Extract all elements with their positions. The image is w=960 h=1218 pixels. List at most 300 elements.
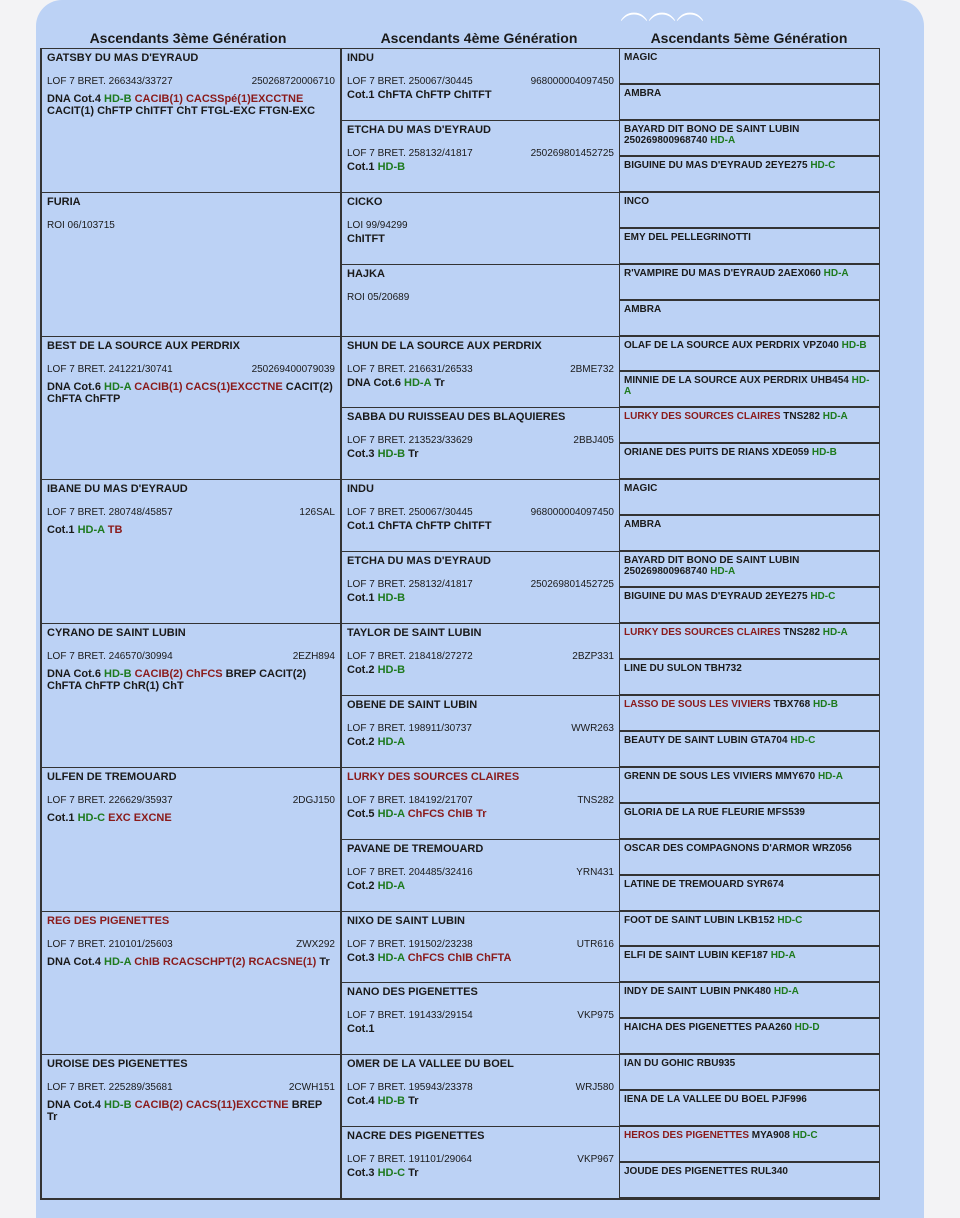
registration-number: LOF 7 BRET. 216631/26533 xyxy=(347,363,473,375)
dog-name: BIGUINE DU MAS D'EYRAUD xyxy=(624,159,763,171)
hip-dysplasia: HD-B xyxy=(377,448,409,461)
gen5-cell xyxy=(620,1163,880,1199)
qualifications xyxy=(347,520,614,532)
titles-excctne: EXCCTNE xyxy=(250,93,304,105)
titles-excctne: EXCCTNE xyxy=(236,1099,292,1112)
hip-dysplasia: HD-B xyxy=(104,93,135,105)
qualifications xyxy=(47,812,335,824)
registration-number: LOF 7 BRET. 191502/23238 xyxy=(347,938,473,950)
identification: YRN431 xyxy=(576,866,614,878)
gen5-cell xyxy=(620,157,880,193)
registration-number: LOF 7 BRET. 198911/30737 xyxy=(347,722,472,734)
identification: PAA260 xyxy=(751,1022,795,1034)
gen5-cell xyxy=(620,193,880,229)
identification: PJF996 xyxy=(769,1094,807,1106)
titles: CACIB(2) ChFCS xyxy=(134,668,226,680)
gen4-cell xyxy=(342,696,620,768)
titles: CACIB(1) CACSSpé(1) xyxy=(134,93,251,105)
hip-dysplasia: HD-A xyxy=(822,627,848,638)
qualifications xyxy=(47,93,335,117)
gen5-cell xyxy=(620,768,880,804)
gen4-cell xyxy=(342,840,620,912)
registration-number: LOF 7 BRET. 218418/27272 xyxy=(347,651,473,662)
dog-name: IBANE DU MAS D'EYRAUD xyxy=(47,483,188,496)
hip-dysplasia: HD-B xyxy=(377,664,406,676)
titles: Tr xyxy=(408,448,419,461)
gen4-cell xyxy=(342,768,620,840)
identification: RBU935 xyxy=(694,1058,736,1070)
gen5-cell xyxy=(620,624,880,660)
gen5-cell xyxy=(620,49,880,85)
registration-number: ROI 05/20689 xyxy=(347,291,410,303)
dog-name: LATINE DE TREMOUARD xyxy=(624,878,744,890)
identification: 968000004097450 xyxy=(530,507,614,519)
registration-number: LOF 7 BRET. 191101/29064 xyxy=(347,1154,472,1166)
dog-name: MAGIC xyxy=(624,52,658,63)
gen4-cell xyxy=(342,912,620,984)
hip-dysplasia: HD-B xyxy=(104,668,135,680)
dog-name: INDY DE SAINT LUBIN xyxy=(624,986,731,998)
registration-line xyxy=(47,1082,335,1093)
registration-line xyxy=(347,723,614,734)
registration-line xyxy=(47,507,335,518)
dog-name: BAYARD DIT BONO DE SAINT LUBIN xyxy=(624,123,800,135)
identification: 250269801452725 xyxy=(530,147,614,159)
dog-name: GATSBY DU MAS D'EYRAUD xyxy=(47,52,199,64)
registration-line xyxy=(347,148,614,159)
registration-line xyxy=(47,220,335,231)
dog-name: CICKO xyxy=(347,195,383,208)
identification: 2AEX060 xyxy=(775,267,824,279)
cotation: Cot.2 xyxy=(347,879,378,892)
hip-dysplasia: HD-A xyxy=(377,951,408,964)
registration-number: LOF 7 BRET. 226629/35937 xyxy=(47,794,173,806)
dog-name: MINNIE DE LA SOURCE AUX PERDRIX xyxy=(624,375,808,387)
qualifications xyxy=(347,1095,614,1107)
identification: PNK480 xyxy=(730,986,774,998)
dog-name: LINE DU SULON xyxy=(624,662,702,674)
qualifications xyxy=(347,808,614,820)
gen5-cell xyxy=(620,337,880,373)
hip-dysplasia: HD-B xyxy=(104,1099,135,1112)
identification: VKP967 xyxy=(577,1154,614,1166)
titles: Tr xyxy=(434,376,445,389)
dog-name: AMBRA xyxy=(624,87,662,99)
titles: EXC EXCNE xyxy=(108,811,172,824)
identification: TBX768 xyxy=(770,698,813,710)
identification: LKB152 xyxy=(734,914,778,926)
gen4-cell xyxy=(342,1055,620,1127)
registration-number: LOF 7 BRET. 266343/33727 xyxy=(47,76,173,87)
gen5-cell xyxy=(620,408,880,444)
titles: ChIB RCACSCHPT(2) RCACSNE(1) xyxy=(134,955,320,968)
registration-number: LOF 7 BRET. 258132/41817 xyxy=(347,579,473,591)
gen4-cell xyxy=(342,265,620,337)
hip-dysplasia: HD-A xyxy=(770,950,796,962)
gen5-cell xyxy=(620,588,880,624)
dog-name: HAJKA xyxy=(347,267,385,280)
gen5-cell xyxy=(620,229,880,265)
gen3-cell xyxy=(42,193,342,337)
registration-number: ROI 06/103715 xyxy=(47,219,115,231)
registration-number: LOF 7 BRET. 241221/30741 xyxy=(47,363,173,375)
hip-dysplasia: HD-B xyxy=(812,698,838,710)
identification: 2EYE275 xyxy=(762,159,811,171)
header-gen3: Ascendants 3ème Génération xyxy=(89,30,287,46)
identification: 250268720006710 xyxy=(251,76,335,87)
gen5-cell xyxy=(620,1127,880,1163)
cotation: DNA Cot.6 xyxy=(347,376,405,389)
identification: 2EZH894 xyxy=(292,651,335,662)
cotation: Cot.5 xyxy=(347,807,378,820)
dog-name: IAN DU GOHIC xyxy=(624,1058,694,1070)
registration-line xyxy=(347,1010,614,1021)
registration-number: LOF 7 BRET. 184192/21707 xyxy=(347,794,473,806)
dog-name: UROISE DES PIGENETTES xyxy=(47,1058,188,1071)
registration-line xyxy=(347,939,614,950)
generation-headers xyxy=(36,30,880,50)
hip-dysplasia: HD-C xyxy=(810,591,836,603)
registration-number: LOF 7 BRET. 225289/35681 xyxy=(47,1082,173,1094)
cotation: Cot.2 xyxy=(347,664,378,676)
dog-name: IENA DE LA VALLEE DU BOEL xyxy=(624,1094,770,1106)
cotation: Cot.1 xyxy=(47,811,78,824)
cotation: Cot.1 xyxy=(347,1023,375,1036)
identification: TNS282 xyxy=(780,627,823,638)
cotation: Cot.4 xyxy=(347,1095,378,1108)
gen4-cell xyxy=(342,193,620,265)
hip-dysplasia: HD-B xyxy=(841,339,867,351)
hip-dysplasia: HD-A xyxy=(823,267,849,279)
hip-dysplasia: HD-A xyxy=(377,735,406,748)
registration-number: LOF 7 BRET. 280748/45857 xyxy=(47,507,173,519)
hip-dysplasia: HD-A xyxy=(377,807,408,820)
qualifications xyxy=(347,664,614,676)
gen3-cell xyxy=(42,480,342,624)
hip-dysplasia: HD-A xyxy=(817,770,843,782)
gen4-cell xyxy=(342,337,620,409)
dog-name: GRENN DE SOUS LES VIVIERS xyxy=(624,770,773,782)
gen5-cell xyxy=(620,732,880,768)
hip-dysplasia: HD-C xyxy=(777,914,803,926)
qualifications xyxy=(47,1099,335,1123)
titles-other: Tr xyxy=(319,955,330,968)
titles: CACIB(1) CACS(1) xyxy=(134,380,231,393)
dog-name: OBENE DE SAINT LUBIN xyxy=(347,698,478,711)
gen5-cell xyxy=(620,372,880,408)
dog-name: NIXO DE SAINT LUBIN xyxy=(347,914,465,927)
identification: 2BZP331 xyxy=(572,651,614,662)
dog-name: INCO xyxy=(624,195,649,207)
cotation: DNA Cot.4 xyxy=(47,955,105,968)
qualifications xyxy=(347,233,614,245)
identification: 2DGJ150 xyxy=(292,794,335,806)
identification: MYA908 xyxy=(749,1130,793,1142)
hip-dysplasia: HD-C xyxy=(77,811,109,824)
hip-dysplasia: HD-C xyxy=(792,1130,818,1142)
titles: ChFCS ChIB Tr xyxy=(407,807,487,820)
gen5-cell xyxy=(620,660,880,696)
dog-name: LURKY DES SOURCES CLAIRES xyxy=(624,627,781,638)
identification: 126SAL xyxy=(299,507,335,519)
hip-dysplasia: HD-C xyxy=(790,734,816,746)
gen4-cell xyxy=(342,121,620,193)
registration-line xyxy=(347,651,614,662)
dog-name: CYRANO DE SAINT LUBIN xyxy=(47,627,186,639)
gen5-cell xyxy=(620,301,880,337)
gen5-cell xyxy=(620,912,880,948)
identification: 2EYE275 xyxy=(762,591,811,603)
identification: UTR616 xyxy=(576,938,614,950)
gen3-cell xyxy=(42,912,342,1056)
registration-number: LOF 7 BRET. 210101/25603 xyxy=(47,938,173,950)
hip-dysplasia: HD-C xyxy=(810,159,836,171)
gen4-cell xyxy=(342,480,620,552)
watermark-decoration: ︵︵︵ xyxy=(620,0,705,25)
dog-name: HEROS DES PIGENETTES xyxy=(624,1130,750,1142)
hip-dysplasia: HD-A xyxy=(710,134,736,146)
qualifications xyxy=(347,161,614,173)
dog-name: ETCHA DU MAS D'EYRAUD xyxy=(347,123,491,136)
gen3-cell xyxy=(42,624,342,768)
gen5-cell xyxy=(620,696,880,732)
gen4-cell xyxy=(342,983,620,1055)
titles: Tr xyxy=(408,1095,419,1108)
identification: VPZ040 xyxy=(799,339,842,351)
gen5-cell xyxy=(620,516,880,552)
dog-name: NACRE DES PIGENETTES xyxy=(347,1130,485,1143)
dog-name: PAVANE DE TREMOUARD xyxy=(347,842,484,855)
gen3-cell xyxy=(42,337,342,481)
cotation: DNA Cot.6 xyxy=(47,668,105,680)
registration-line xyxy=(47,795,335,806)
titles-other: BREP Tr xyxy=(47,1099,323,1124)
identification: MMY670 xyxy=(772,770,818,782)
gen3-cell xyxy=(42,49,342,193)
identification: SYR674 xyxy=(743,878,784,890)
gen4-cell xyxy=(342,1127,620,1199)
cotation: Cot.1 xyxy=(47,524,78,537)
dog-name: LURKY DES SOURCES CLAIRES xyxy=(624,411,781,423)
gen3-cell xyxy=(42,1055,342,1199)
identification: 250269801452725 xyxy=(530,579,614,591)
cotation: Cot.3 xyxy=(347,448,378,461)
titles-other: CACIT(1) ChFTP ChITFT ChT FTGL-EXC FTGN-EXC xyxy=(47,105,316,117)
dog-name: BEST DE LA SOURCE AUX PERDRIX xyxy=(47,339,240,352)
identification: KEF187 xyxy=(728,950,771,962)
registration-line xyxy=(347,867,614,878)
identification: WRZ056 xyxy=(809,842,852,854)
gen5-cell xyxy=(620,444,880,480)
dog-name: FURIA xyxy=(47,195,81,208)
identification: 968000004097450 xyxy=(530,76,614,87)
cotation: DNA Cot.6 xyxy=(47,380,105,393)
qualifications xyxy=(47,381,335,405)
identification: VKP975 xyxy=(577,1010,614,1022)
registration-line xyxy=(347,220,614,231)
hip-dysplasia: HD-A xyxy=(773,986,799,998)
dog-name: JOUDE DES PIGENETTES xyxy=(624,1166,748,1178)
gen5-cell xyxy=(620,552,880,588)
hip-dysplasia: HD-B xyxy=(377,160,406,173)
dog-name: LASSO DE SOUS LES VIVIERS xyxy=(624,698,771,710)
registration-line xyxy=(47,651,335,662)
cotation: Cot.3 xyxy=(347,951,378,964)
hip-dysplasia: HD-C xyxy=(377,1167,409,1180)
identification: 2BME732 xyxy=(570,363,614,375)
dog-name: INDU xyxy=(347,483,374,496)
registration-line xyxy=(47,939,335,950)
dog-name: MAGIC xyxy=(624,483,658,495)
dog-name: TAYLOR DE SAINT LUBIN xyxy=(347,627,482,639)
cotation: Cot.1 xyxy=(347,89,378,101)
dog-name: NANO DES PIGENETTES xyxy=(347,986,478,999)
registration-line xyxy=(347,579,614,590)
hip-dysplasia: HD-A xyxy=(77,524,108,537)
hip-dysplasia: HD-A xyxy=(624,375,870,398)
registration-line xyxy=(347,1082,614,1093)
cotation: DNA Cot.4 xyxy=(47,1099,105,1112)
gen4-cell xyxy=(342,49,620,121)
qualifications xyxy=(347,89,614,101)
gen5-cell xyxy=(620,1019,880,1055)
qualifications xyxy=(347,1167,614,1179)
registration-line xyxy=(347,507,614,518)
qualifications xyxy=(347,1023,614,1035)
registration-number: LOI 99/94299 xyxy=(347,219,408,231)
titles-excctne: EXCCTNE xyxy=(230,380,286,393)
dog-name: EMY DEL PELLEGRINOTTI xyxy=(624,231,751,243)
titles: ChFTA ChFTP ChITFT xyxy=(377,520,492,533)
dog-name: R'VAMPIRE DU MAS D'EYRAUD xyxy=(624,267,776,279)
dog-name: BAYARD DIT BONO DE SAINT LUBIN xyxy=(624,555,800,567)
dog-name: BIGUINE DU MAS D'EYRAUD xyxy=(624,591,763,603)
registration-line xyxy=(347,292,614,303)
gen4-cell xyxy=(342,552,620,624)
dog-name: OSCAR DES COMPAGNONS D'ARMOR xyxy=(624,842,810,854)
cotation: Cot.1 xyxy=(347,520,378,533)
registration-line xyxy=(347,364,614,375)
titles: ChFTA ChFTP ChITFT xyxy=(377,89,492,101)
gen4-cell xyxy=(342,624,620,696)
identification: TNS282 xyxy=(577,794,614,806)
hip-dysplasia: HD-D xyxy=(794,1022,820,1034)
registration-line xyxy=(347,435,614,446)
identification: XDE059 xyxy=(769,447,812,459)
identification: 250269800968740 xyxy=(624,566,711,578)
dog-name: SHUN DE LA SOURCE AUX PERDRIX xyxy=(347,339,542,352)
identification: 2BBJ405 xyxy=(573,435,614,447)
identification: GTA704 xyxy=(747,734,791,746)
cotation: Cot.1 xyxy=(347,160,378,173)
titles: CACIB(2) CACS(11) xyxy=(134,1099,237,1112)
registration-line xyxy=(47,364,335,375)
dog-name: LURKY DES SOURCES CLAIRES xyxy=(347,770,520,783)
header-gen5: Ascendants 5ème Génération xyxy=(650,30,848,46)
identification: WWR263 xyxy=(571,722,614,734)
titles: ChFCS ChIB ChFTA xyxy=(407,951,512,964)
gen5-cell xyxy=(620,480,880,516)
dog-name: SABBA DU RUISSEAU DES BLAQUIERES xyxy=(347,411,566,424)
gen5-cell xyxy=(620,840,880,876)
dog-name: OLAF DE LA SOURCE AUX PERDRIX xyxy=(624,339,800,351)
dog-name: ELFI DE SAINT LUBIN xyxy=(624,950,729,962)
registration-number: LOF 7 BRET. 250067/30445 xyxy=(347,507,473,519)
hip-dysplasia: HD-A xyxy=(377,879,406,892)
identification: RUL340 xyxy=(747,1166,788,1178)
dog-name: ULFEN DE TREMOUARD xyxy=(47,770,177,783)
gen5-cell xyxy=(620,85,880,121)
identification: 250269800968740 xyxy=(624,134,711,146)
qualifications xyxy=(347,880,614,892)
identification: UHB454 xyxy=(807,375,852,387)
hip-dysplasia: HD-B xyxy=(377,592,406,605)
hip-dysplasia: HD-B xyxy=(377,1095,409,1108)
gen5-cell xyxy=(620,265,880,301)
registration-line xyxy=(47,76,335,87)
dog-name: ETCHA DU MAS D'EYRAUD xyxy=(347,555,491,568)
registration-number: LOF 7 BRET. 195943/23378 xyxy=(347,1082,473,1094)
titles-other: CACIT(2) ChFTA ChFTP xyxy=(47,380,333,405)
gen5-cell xyxy=(620,876,880,912)
gen5-cell xyxy=(620,983,880,1019)
titles: TB xyxy=(107,524,123,537)
gen5-cell xyxy=(620,121,880,157)
hip-dysplasia: HD-A xyxy=(710,566,736,578)
qualifications xyxy=(347,952,614,964)
cotation: Cot.3 xyxy=(347,1167,378,1180)
gen5-cell xyxy=(620,947,880,983)
hip-dysplasia: HD-A xyxy=(104,380,135,393)
cotation: ChITFT xyxy=(347,232,385,245)
cotation: DNA Cot.4 xyxy=(47,93,105,105)
pedigree-grid xyxy=(40,48,880,1200)
qualifications xyxy=(347,448,614,460)
qualifications xyxy=(347,377,614,389)
dog-name: GLORIA DE LA RUE FLEURIE xyxy=(624,806,765,818)
gen5-cell xyxy=(620,804,880,840)
dog-name: OMER DE LA VALLEE DU BOEL xyxy=(347,1058,514,1071)
gen5-cell xyxy=(620,1055,880,1091)
identification: 2CWH151 xyxy=(288,1082,335,1094)
dog-name: AMBRA xyxy=(624,303,662,315)
hip-dysplasia: HD-A xyxy=(822,411,848,423)
dog-name: AMBRA xyxy=(624,519,662,531)
identification: MFS539 xyxy=(764,806,805,818)
dog-name: HAICHA DES PIGENETTES xyxy=(624,1022,752,1034)
dog-name: ORIANE DES PUITS DE RIANS xyxy=(624,447,770,459)
dog-name: INDU xyxy=(347,52,374,64)
qualifications xyxy=(47,668,335,692)
registration-line xyxy=(347,1154,614,1165)
registration-number: LOF 7 BRET. 204485/32416 xyxy=(347,866,473,878)
cotation: Cot.2 xyxy=(347,735,378,748)
dog-name: BEAUTY DE SAINT LUBIN xyxy=(624,734,748,746)
qualifications xyxy=(347,592,614,604)
hip-dysplasia: HD-B xyxy=(811,447,837,459)
hip-dysplasia: HD-A xyxy=(104,955,135,968)
identification: WRJ580 xyxy=(575,1082,614,1094)
registration-number: LOF 7 BRET. 258132/41817 xyxy=(347,147,473,159)
gen3-cell xyxy=(42,768,342,912)
identification: TNS282 xyxy=(780,411,823,423)
titles-other: BREP CACIT(2) ChFTA ChFTP ChR(1) ChT xyxy=(47,668,307,692)
header-gen4: Ascendants 4ème Génération xyxy=(380,30,578,46)
qualifications xyxy=(47,524,335,536)
gen4-cell xyxy=(342,408,620,480)
identification: TBH732 xyxy=(701,662,742,674)
registration-number: LOF 7 BRET. 246570/30994 xyxy=(47,651,173,662)
